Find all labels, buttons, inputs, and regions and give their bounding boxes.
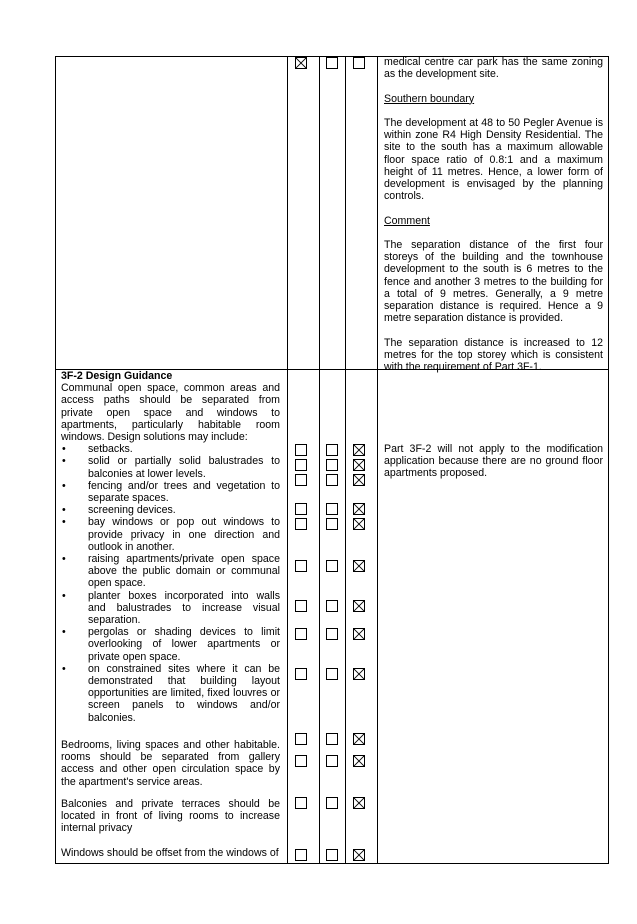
checkbox-pergolas-column-1[interactable]: [295, 668, 307, 680]
checkbox-intro-column-3[interactable]: [353, 444, 365, 456]
design-guidance-cell: [61, 370, 280, 724]
checkbox-setbacks-column-2[interactable]: [326, 459, 338, 471]
checkbox-raising-column-2[interactable]: [326, 600, 338, 612]
row1-paragraph-4: The separation distance is increased to 12 metres for the top storey which is consistent with the requirement of Part 3F-1.: [384, 336, 603, 373]
checkbox-screening-column-2[interactable]: [326, 518, 338, 530]
checkbox-screening-column-3[interactable]: [353, 518, 365, 530]
windows-paragraph: Windows should be offset from the windows of: [61, 847, 279, 859]
cross-mark-icon: [354, 734, 364, 744]
cross-mark-icon: [354, 460, 364, 470]
checkbox-planter-column-3[interactable]: [353, 628, 365, 640]
design-guidance-heading: 3F-2 Design Guidance: [61, 370, 173, 382]
cross-mark-icon: [354, 601, 364, 611]
checkbox-bay_windows-column-3[interactable]: [353, 560, 365, 572]
list-item: • pergolas or shading devices to limit overlooking of lower apartments or private open space.: [61, 626, 280, 663]
checkbox-windows-column-3[interactable]: [353, 849, 365, 861]
cross-mark-icon: [354, 561, 364, 571]
checkbox-balconies-column-1[interactable]: [295, 797, 307, 809]
cross-mark-icon: [354, 445, 364, 455]
row2-comment: Part 3F-2 will not apply to the modification application because there are no ground floor apartments proposed.: [384, 443, 603, 480]
checkbox-bay_windows-column-1[interactable]: [295, 560, 307, 572]
checkbox-windows-column-1[interactable]: [295, 849, 307, 861]
checkbox-bedrooms-column-3[interactable]: [353, 755, 365, 767]
comment-heading: Comment: [384, 214, 430, 227]
checkbox-intro-column-2[interactable]: [326, 444, 338, 456]
list-item: • fencing and/or trees and vegetation to separate spaces.: [61, 480, 280, 504]
checkbox-constrained-column-3[interactable]: [353, 733, 365, 745]
design-guidance-intro: Communal open space, common areas and access paths should be separated from private open space and windows to apartments, particularly habitable room windows. Design solutions may include:: [61, 382, 280, 444]
checkbox-balustrades-column-3[interactable]: [353, 474, 365, 486]
row1-paragraph-2: The development at 48 to 50 Pegler Avenue is within zone R4 High Density Residential. The site to the south has a maximum allowable floor space ratio of 0.8:1 and a maximum height of 11 metres. Hence, a lower form of development is envisaged by the planning controls.: [384, 116, 603, 203]
list-item: • setbacks.: [61, 443, 280, 455]
checkbox-raising-column-3[interactable]: [353, 600, 365, 612]
list-item: • on constrained sites where it can be demonstrated that building layout opportunities are limited, fixed louvres or screen panels to windows and/or balconies.: [61, 663, 280, 724]
list-item: • planter boxes incorporated into walls and balustrades to increase visual separation.: [61, 590, 280, 627]
design-solutions-list: [61, 443, 280, 724]
checkbox-setbacks-column-3[interactable]: [353, 459, 365, 471]
checkbox-balustrades-column-2[interactable]: [326, 474, 338, 486]
checkbox-row1-column-1[interactable]: [295, 57, 307, 69]
cross-mark-icon: [354, 850, 364, 860]
checkbox-row1-column-2[interactable]: [326, 57, 338, 69]
cross-mark-icon: [354, 629, 364, 639]
list-item: • screening devices.: [61, 504, 280, 516]
list-item: • solid or partially solid balustrades to balconies at lower levels.: [61, 455, 280, 479]
checkbox-fencing-column-3[interactable]: [353, 503, 365, 515]
checkbox-intro-column-1[interactable]: [295, 444, 307, 456]
checkbox-bedrooms-column-1[interactable]: [295, 755, 307, 767]
cross-mark-icon: [354, 519, 364, 529]
checkbox-setbacks-column-1[interactable]: [295, 459, 307, 471]
checkbox-windows-column-2[interactable]: [326, 849, 338, 861]
checkbox-balconies-column-2[interactable]: [326, 797, 338, 809]
list-item: • raising apartments/private open space above the public domain or communal open space.: [61, 553, 280, 590]
balconies-paragraph: Balconies and private terraces should be located in front of living rooms to increase internal privacy: [61, 798, 280, 835]
checkbox-pergolas-column-3[interactable]: [353, 668, 365, 680]
checkbox-balustrades-column-1[interactable]: [295, 474, 307, 486]
row1-paragraph-3: The separation distance of the first four storeys of the building and the townhouse development to the south is 6 metres to the fence and another 3 metres to the building for a total of 9 metres. Generally, a 9 metre separation distance is required. Hence a 9 metre separation distance is provided.: [384, 238, 603, 325]
checkbox-bay_windows-column-2[interactable]: [326, 560, 338, 572]
row1-paragraph-1: medical centre car park has the same zoning as the development site.: [384, 56, 603, 81]
checkbox-raising-column-1[interactable]: [295, 600, 307, 612]
checkbox-constrained-column-1[interactable]: [295, 733, 307, 745]
checkbox-screening-column-1[interactable]: [295, 518, 307, 530]
checkbox-bedrooms-column-2[interactable]: [326, 755, 338, 767]
checkbox-row1-column-3[interactable]: [353, 57, 365, 69]
checkbox-pergolas-column-2[interactable]: [326, 668, 338, 680]
checkbox-fencing-column-2[interactable]: [326, 503, 338, 515]
cross-mark-icon: [354, 798, 364, 808]
checkbox-balconies-column-3[interactable]: [353, 797, 365, 809]
cross-mark-icon: [354, 669, 364, 679]
bedrooms-paragraph: Bedrooms, living spaces and other habitable. rooms should be separated from gallery access and other open circulation space by the apartment's service areas.: [61, 739, 280, 788]
checkbox-fencing-column-1[interactable]: [295, 503, 307, 515]
checkbox-constrained-column-2[interactable]: [326, 733, 338, 745]
checkbox-planter-column-1[interactable]: [295, 628, 307, 640]
checkbox-planter-column-2[interactable]: [326, 628, 338, 640]
cross-mark-icon: [354, 475, 364, 485]
southern-boundary-heading: Southern boundary: [384, 92, 475, 105]
list-item: • bay windows or pop out windows to provide privacy in one direction and outlook in another.: [61, 516, 280, 553]
cross-mark-icon: [296, 58, 306, 68]
row1-comment-cell: [384, 56, 603, 373]
cross-mark-icon: [354, 756, 364, 766]
cross-mark-icon: [354, 504, 364, 514]
